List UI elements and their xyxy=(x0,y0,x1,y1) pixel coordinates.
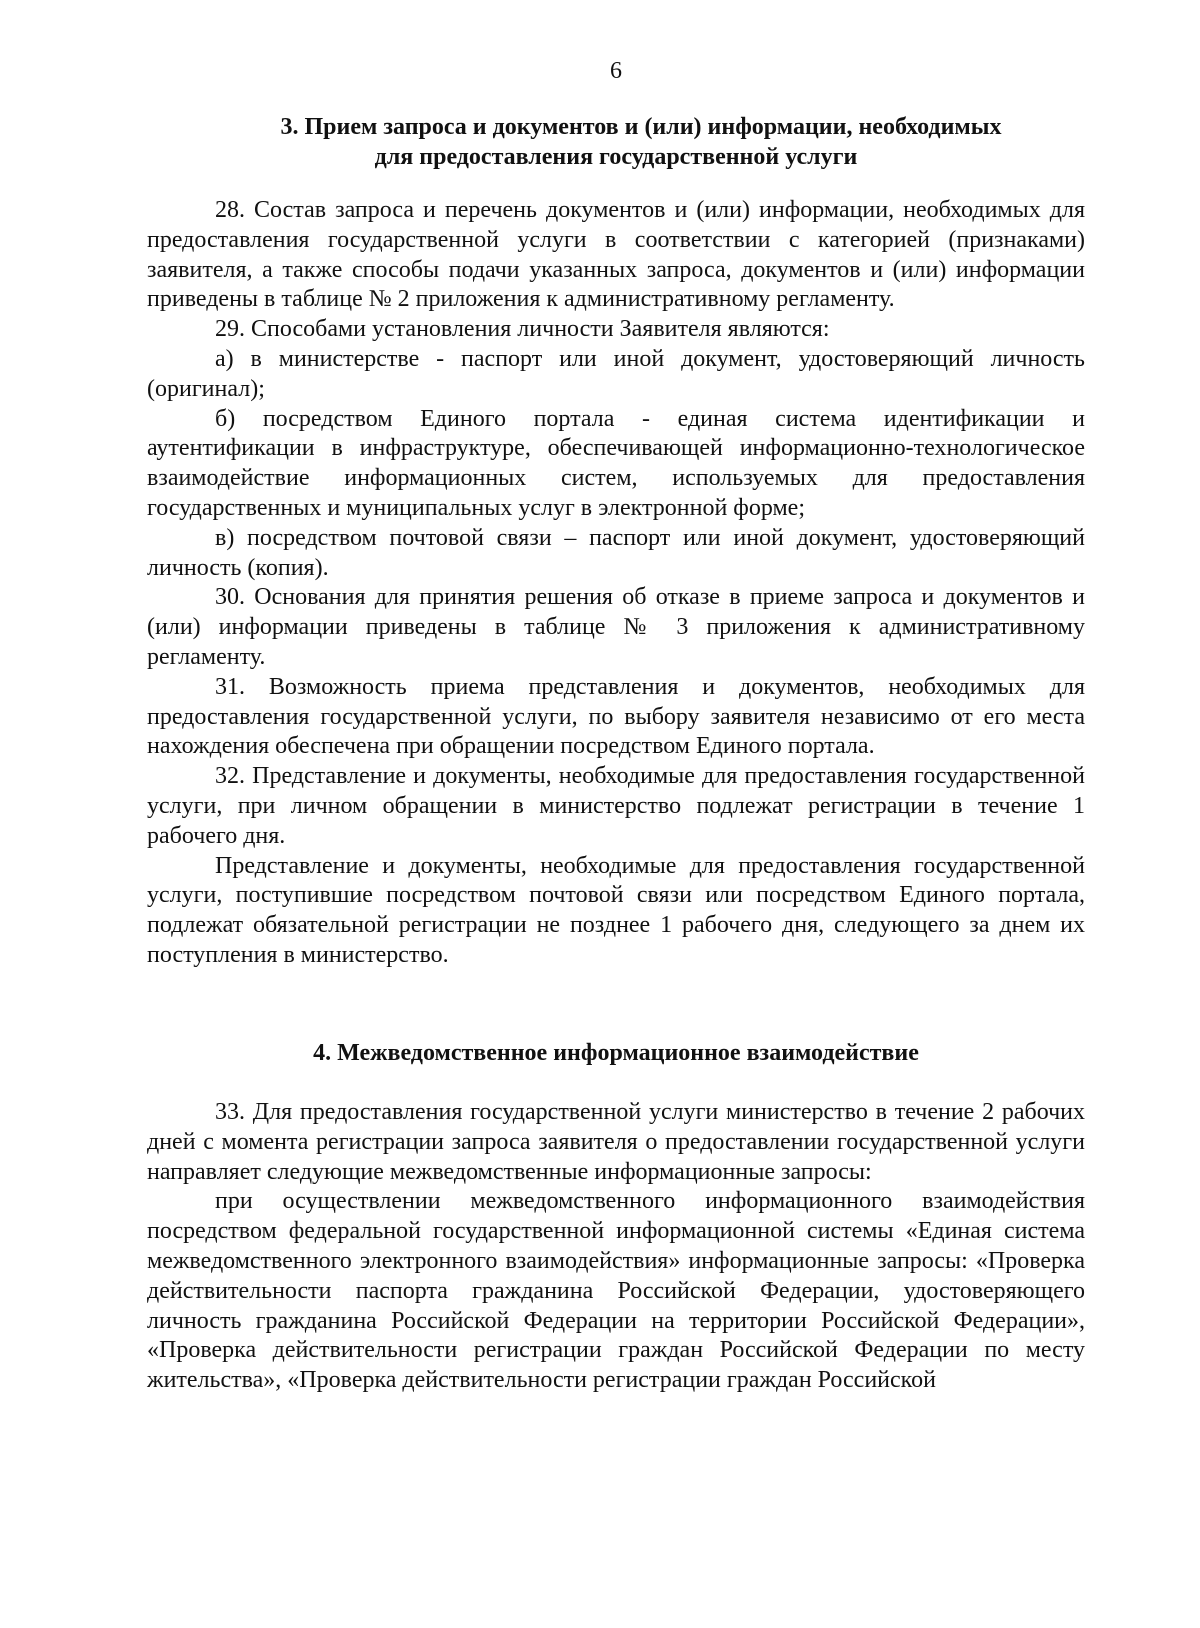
section-3-heading-line-2: для предоставления государственной услуги xyxy=(374,144,858,170)
section-3-heading xyxy=(147,112,1085,172)
paragraph-30: 30. Основания для принятия решения об отказе в приеме запроса и документов и (или) информации приведены в таблице № 3 приложения к административному регламенту. xyxy=(147,584,1085,670)
page-number: 6 xyxy=(610,58,622,84)
paragraph-28: 28. Состав запроса и перечень документов и (или) информации, необходимых для предоставления государственной услуги в соответствии с категорией (признаками) заявителя, а также способы подачи указанных запроса, документов и (или) информации приведены в таблице № 2 приложения к административному регламенту. xyxy=(147,197,1085,313)
paragraph-31: 31. Возможность приема представления и документов, необходимых для предоставления государственной услуги, по выбору заявителя независимо от его места нахождения обеспечена при обращении посредством Единого портала. xyxy=(147,673,1085,760)
paragraph-29-item-a: а) в министерстве - паспорт или иной документ, удостоверяющий личность (оригинал); xyxy=(147,345,1085,402)
paragraph-33-continued: при осуществлении межведомственного информационного взаимодействия посредством федеральной государственной информационной системы «Единая система межведомственного электронного взаимодействия» информационные запросы: «Проверка действительности паспорта гражданина Российской Федерации, удостоверяющего личность гражданина Российской Федерации на территории Российской Федерации», «Проверка действительности регистрации граждан Российской Федерации по месту жительства», «Проверка действительности регистрации граждан Российской xyxy=(147,1188,1085,1394)
paragraph-29-item-v: в) посредством почтовой связи – паспорт или иной документ, удостоверяющий личность (копия). xyxy=(147,524,1085,581)
section-4-heading: 4. Межведомственное информационное взаимодействие xyxy=(313,1040,919,1066)
paragraph-33: 33. Для предоставления государственной услуги министерство в течение 2 рабочих дней с момента регистрации запроса заявителя о предоставлении государственной услуги направляет следующие межведомственные информационные запросы: xyxy=(147,1099,1085,1185)
document-page xyxy=(147,0,1085,1628)
section-4-body xyxy=(147,1098,1085,1396)
paragraph-29-item-b: б) посредством Единого портала - единая система идентификации и аутентификации в инфраструктуре, обеспечивающей информационно-технологическое взаимодействие информационных систем, используемых для предоставления государственных и муниципальных услуг в электронной форме; xyxy=(147,405,1085,521)
paragraph-29: 29. Способами установления личности Заявителя являются: xyxy=(215,316,830,343)
paragraph-32-continued: Представление и документы, необходимые для предоставления государственной услуги, поступившие посредством почтовой связи или посредством Единого портала, подлежат обязательной регистрации не позднее 1 рабочего дня, следующего за днем их поступления в министерство. xyxy=(147,852,1085,968)
paragraph-32: 32. Представление и документы, необходимые для предоставления государственной услуги, при личном обращении в министерство подлежат регистрации в течение 1 рабочего дня. xyxy=(147,763,1085,849)
section-3-heading-line-1: 3. Прием запроса и документов и (или) информации, необходимых xyxy=(280,114,1002,140)
section-3-body xyxy=(147,196,1085,971)
